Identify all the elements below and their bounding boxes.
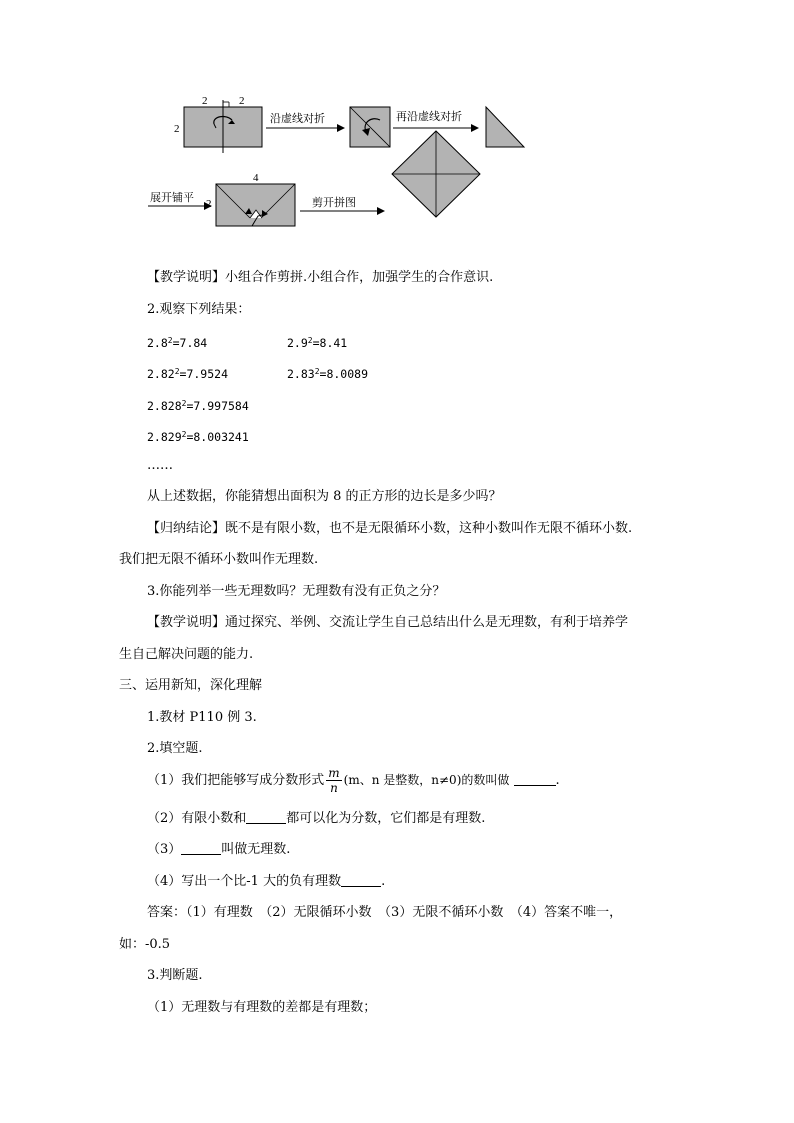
teaching-note-2-line-1: 【教学说明】通过探究、举例、交流让学生自己总结出什么是无理数，有利于培养学 <box>147 615 629 630</box>
fill-blank-4: （4）写出一个比-1 大的负有理数 . <box>147 874 386 889</box>
blank-3 <box>181 842 221 855</box>
exercise-2: 2.填空题. <box>147 741 203 756</box>
blank-4 <box>341 874 381 887</box>
square-result-5: $2.828^2=7.997584$ <box>147 399 249 413</box>
answer-line-2: 如：-0.5 <box>119 937 171 952</box>
judge-1: （1）无理数与有理数的差都是有理数； <box>147 1000 377 1015</box>
blank-1 <box>514 773 556 786</box>
blank-2 <box>246 811 286 824</box>
conclusion-line-2: 我们把无限不循环小数叫作无理数. <box>119 552 319 567</box>
step4-top-label: 4 <box>253 172 259 184</box>
step1-top-right-label: 2 <box>239 95 245 107</box>
step4-rectangle <box>216 184 295 226</box>
step3-triangle <box>486 107 524 147</box>
exercise-1: 1.教材 P110 例 3. <box>147 710 257 725</box>
conclusion-line-1: 【归纳结论】既不是有限小数，也不是无限循环小数，这种小数叫作无限不循环小数. <box>147 521 633 536</box>
square-result-2: $2.9^2=8.41$ <box>287 336 348 350</box>
fill-blank-1: （1）我们把能够写成分数形式 $\frac{m}{n}$ (m、n 是整数，n≠0)的数叫做 . <box>147 766 560 795</box>
fraction-m-over-n: $\frac{m}{n}$ <box>328 766 340 795</box>
teaching-note-2-line-2: 生自己解决问题的能力. <box>119 647 254 662</box>
arrow-3-label: 展开铺平 <box>150 192 194 204</box>
square-result-6: $2.829^2=8.003241$ <box>147 430 249 444</box>
question-2-title: 2.观察下列结果： <box>147 302 251 317</box>
square-result-3: $2.82^2=7.9524$ <box>147 367 228 381</box>
step5-diamond-lines <box>392 131 480 217</box>
step1-top-left-label: 2 <box>202 95 208 107</box>
square-result-4: $2.83^2=8.0089$ <box>287 367 368 381</box>
step2-square <box>350 107 390 147</box>
section-3-heading: 三、运用新知，深化理解 <box>119 678 263 693</box>
teaching-note-1: 【教学说明】小组合作剪拼.小组合作，加强学生的合作意识. <box>147 270 494 285</box>
step4-side-label: 2 <box>206 198 212 210</box>
arrow-2-label: 再沿虚线对折 <box>396 111 462 123</box>
fill-blank-2: （2）有限小数和 都可以化为分数，它们都是有理数. <box>147 811 486 826</box>
exercise-3: 3.判断题. <box>147 968 203 983</box>
step1-side-label: 2 <box>174 123 180 135</box>
answer-line-1: 答案：（1）有理数 （2）无限循环小数 （3）无限不循环小数 （4）答案不唯一， <box>147 905 623 920</box>
fill-blank-3: （3） 叫做无理数. <box>147 842 291 857</box>
question-3: 3.你能列举一些无理数吗？无理数有没有正负之分？ <box>147 584 446 599</box>
arrow-1-label: 沿虚线对折 <box>270 113 325 125</box>
arrow-4-label: 剪开拼图 <box>312 197 356 209</box>
square-result-1: $2.8^2=7.84$ <box>147 336 208 350</box>
step1-rectangle <box>184 100 262 153</box>
question-guess: 从上述数据，你能猜想出面积为 8 的正方形的边长是多少吗？ <box>147 489 502 504</box>
ellipsis: …… <box>147 458 173 473</box>
paper-folding-diagram <box>0 0 794 240</box>
